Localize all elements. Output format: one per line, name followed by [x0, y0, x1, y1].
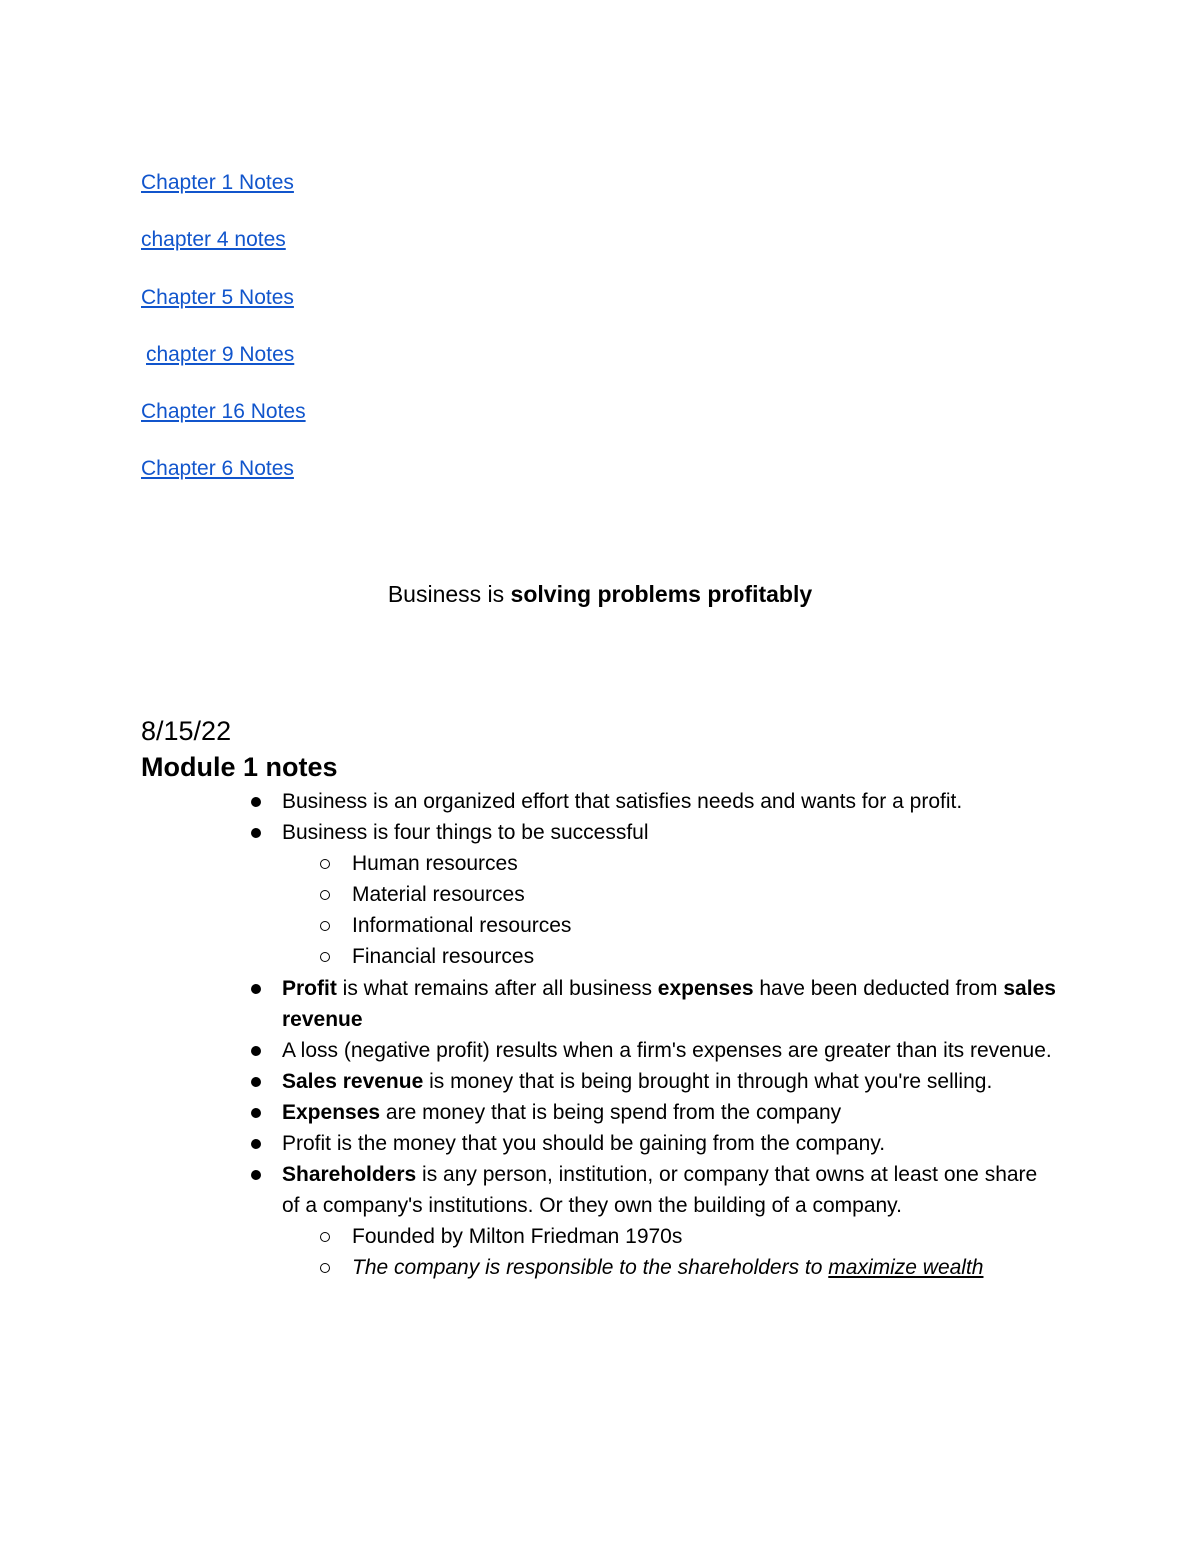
sub-list-item-text: Material resources	[352, 883, 525, 907]
list-item	[282, 786, 1057, 817]
bullet-icon	[251, 984, 261, 994]
list-item-text: Business is an organized effort that satisfies needs and wants for a profit.	[282, 790, 963, 813]
term-shareholders: Shareholders	[282, 1163, 417, 1187]
link-chapter-6-notes[interactable]: Chapter 6 Notes	[141, 457, 294, 481]
sub-list-item-text: Human resources	[352, 852, 518, 876]
term-sales-revenue: Sales revenue	[282, 1069, 424, 1093]
module-title: Module 1 notes	[141, 752, 338, 782]
chapter-links	[141, 168, 306, 512]
notes-list	[0, 786, 1200, 1284]
hollow-bullet-icon	[320, 890, 330, 900]
list-item	[282, 1128, 1057, 1159]
list-item	[282, 817, 1057, 848]
sub-list-item-text: Financial resources	[352, 945, 535, 969]
list-item	[282, 1035, 1057, 1066]
link-chapter-16-notes[interactable]: Chapter 16 Notes	[141, 400, 306, 424]
sub-list-item	[352, 1221, 1052, 1252]
hollow-bullet-icon	[320, 1232, 330, 1242]
tagline-plain: Business is	[387, 581, 511, 607]
list-item	[282, 1097, 1057, 1128]
term-expenses: expenses	[657, 976, 754, 1000]
term-expenses: Expenses	[282, 1100, 381, 1124]
hollow-bullet-icon	[320, 859, 330, 869]
hollow-bullet-icon	[320, 1263, 330, 1273]
list-item-text: A loss (negative profit) results when a firm's expenses are greater than its revenue.	[282, 1038, 1052, 1062]
bullet-icon	[251, 828, 261, 838]
list-item	[282, 1159, 1057, 1221]
text-fragment: are money that is being spend from the company	[380, 1100, 842, 1124]
underlined-text: maximize wealth	[828, 1256, 984, 1280]
link-chapter-9-notes[interactable]: chapter 9 Notes	[146, 342, 295, 366]
link-chapter-4-notes[interactable]: chapter 4 notes	[141, 228, 286, 252]
tagline	[0, 578, 1200, 610]
list-item	[282, 973, 1057, 1035]
link-chapter-1-notes[interactable]: Chapter 1 Notes	[141, 171, 294, 194]
text-fragment: is what remains after all business	[336, 976, 658, 1000]
link-chapter-5-notes[interactable]: Chapter 5 Notes	[141, 285, 294, 309]
list-item-text: Business is four things to be successful	[282, 821, 649, 845]
sub-list-item	[352, 941, 1052, 972]
tagline-bold: solving problems profitably	[510, 581, 813, 607]
term-sales-revenue: sales revenue	[282, 976, 1056, 1031]
term-profit: Profit	[282, 976, 337, 1000]
text-fragment: have been deducted from	[753, 976, 1004, 1000]
date-heading: 8/15/22	[141, 716, 232, 746]
bullet-icon	[251, 1077, 261, 1087]
bullet-icon	[251, 1139, 261, 1149]
sub-list-item	[352, 848, 1052, 879]
hollow-bullet-icon	[320, 952, 330, 962]
bullet-icon	[251, 1170, 261, 1180]
bullet-icon	[251, 797, 261, 807]
list-item	[282, 1066, 1057, 1097]
italic-text: The company is responsible to the shareholders to	[352, 1256, 829, 1280]
sub-list-item-text: Informational resources	[352, 914, 572, 938]
sub-list-item	[352, 879, 1052, 910]
sub-list-item	[352, 910, 1052, 941]
text-fragment: is any person, institution, or company that owns at least one share of a company's institutions. Or they own the building of a company.	[282, 1163, 1038, 1218]
hollow-bullet-icon	[320, 921, 330, 931]
text-fragment: is money that is being brought in through what you're selling.	[423, 1069, 993, 1093]
bullet-icon	[251, 1046, 261, 1056]
list-item-text: Profit is the money that you should be gaining from the company.	[282, 1132, 886, 1156]
sub-list-item-text: Founded by Milton Friedman 1970s	[352, 1225, 683, 1249]
sub-list-item	[352, 1252, 1052, 1283]
bullet-icon	[251, 1108, 261, 1118]
